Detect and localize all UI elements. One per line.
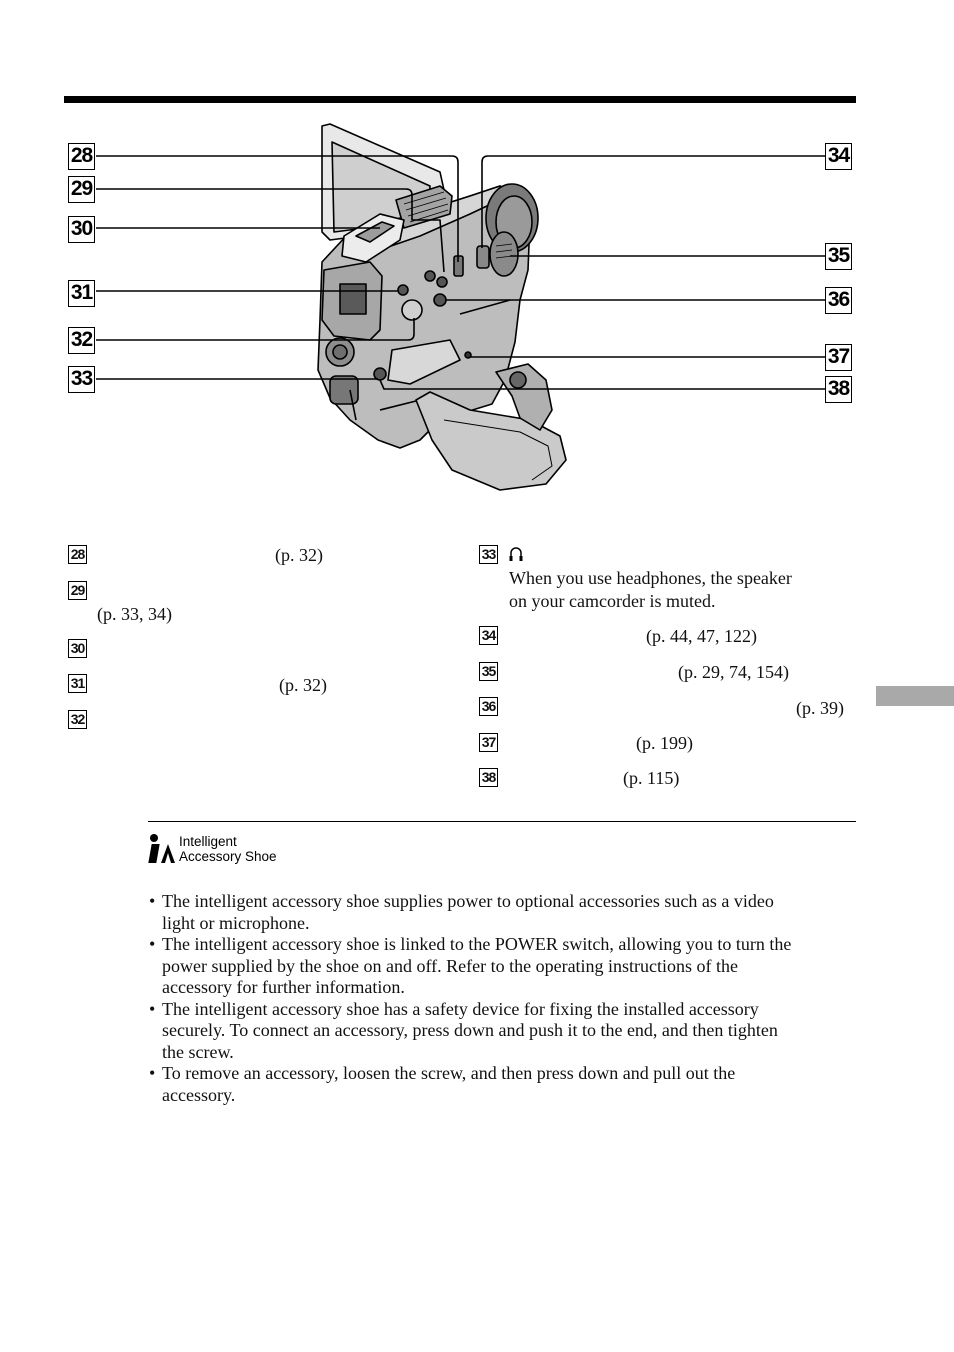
item-page-ref: (p. 115) (623, 768, 680, 788)
callout-29: 29 (68, 176, 95, 203)
intelligent-accessory-shoe-logo (147, 834, 297, 866)
callout-34: 34 (825, 143, 852, 170)
item-number: 35 (479, 662, 498, 681)
item-page-ref: (p. 44, 47, 122) (646, 626, 757, 646)
bullet-line: The intelligent accessory shoe is linked to the POWER switch, allowing you to turn the (162, 934, 792, 954)
callout-36: 36 (825, 287, 852, 314)
bullet-line: To remove an accessory, loosen the screw, and then press down and pull out the (162, 1063, 736, 1083)
logo-text-line1: Intelligent (179, 834, 237, 849)
item-number: 28 (68, 545, 87, 564)
bullet-list (149, 891, 864, 1106)
bullet-line: light or microphone. (162, 912, 310, 933)
bullet-dot: • (149, 891, 156, 911)
item-number: 32 (68, 710, 87, 729)
bullet-line: accessory. (162, 1084, 236, 1105)
callout-35: 35 (825, 243, 852, 270)
callout-37: 37 (825, 344, 852, 371)
item-description-line: When you use headphones, the speaker (509, 568, 792, 588)
bullet-item (149, 999, 864, 1064)
callout-31: 31 (68, 280, 95, 307)
section-tab (876, 686, 954, 706)
item-page-ref: (p. 199) (636, 733, 693, 753)
callout-38: 38 (825, 376, 852, 403)
logo-i-icon (148, 844, 159, 863)
bullet-item (149, 934, 864, 999)
bullet-dot: • (149, 1063, 156, 1083)
item-number: 30 (68, 639, 87, 658)
camcorder-illustration (0, 0, 954, 520)
callout-30: 30 (68, 216, 95, 243)
bullet-line: power supplied by the shoe on and off. Refer to the operating instructions of the (162, 955, 739, 976)
item-number: 33 (479, 545, 498, 564)
logo-dot-icon (150, 834, 158, 842)
bullet-item (149, 1063, 864, 1106)
item-number: 31 (68, 674, 87, 693)
item-number: 36 (479, 697, 498, 716)
section-divider (148, 821, 856, 822)
item-page-ref: (p. 32) (279, 675, 327, 695)
logo-a-icon (161, 844, 175, 863)
callout-32: 32 (68, 327, 95, 354)
bullet-line: accessory for further information. (162, 977, 405, 997)
bullet-dot: • (149, 998, 156, 1019)
bullet-dot: • (149, 934, 156, 954)
item-number: 37 (479, 733, 498, 752)
item-page-ref: (p. 33, 34) (97, 604, 172, 624)
item-number: 34 (479, 626, 498, 645)
item-page-ref: (p. 39) (796, 698, 844, 718)
item-page-ref: (p. 32) (275, 545, 323, 565)
callout-33: 33 (68, 366, 95, 393)
bullet-line: securely. To connect an accessory, press down and push it to the end, and then tighten (162, 1020, 778, 1040)
item-page-ref: (p. 29, 74, 154) (678, 662, 789, 682)
bullet-line: the screw. (162, 1041, 234, 1062)
item-number: 29 (68, 581, 87, 600)
item-description-line: on your camcorder is muted. (509, 591, 716, 611)
bullet-item (149, 891, 864, 934)
item-number: 38 (479, 768, 498, 787)
bullet-line: The intelligent accessory shoe has a safety device for fixing the installed accessory (162, 998, 759, 1019)
headphones-icon (508, 545, 524, 563)
bullet-line: The intelligent accessory shoe supplies power to optional accessories such as a video (162, 891, 774, 911)
callout-28: 28 (68, 143, 95, 170)
logo-text-line2: Accessory Shoe (179, 849, 277, 864)
